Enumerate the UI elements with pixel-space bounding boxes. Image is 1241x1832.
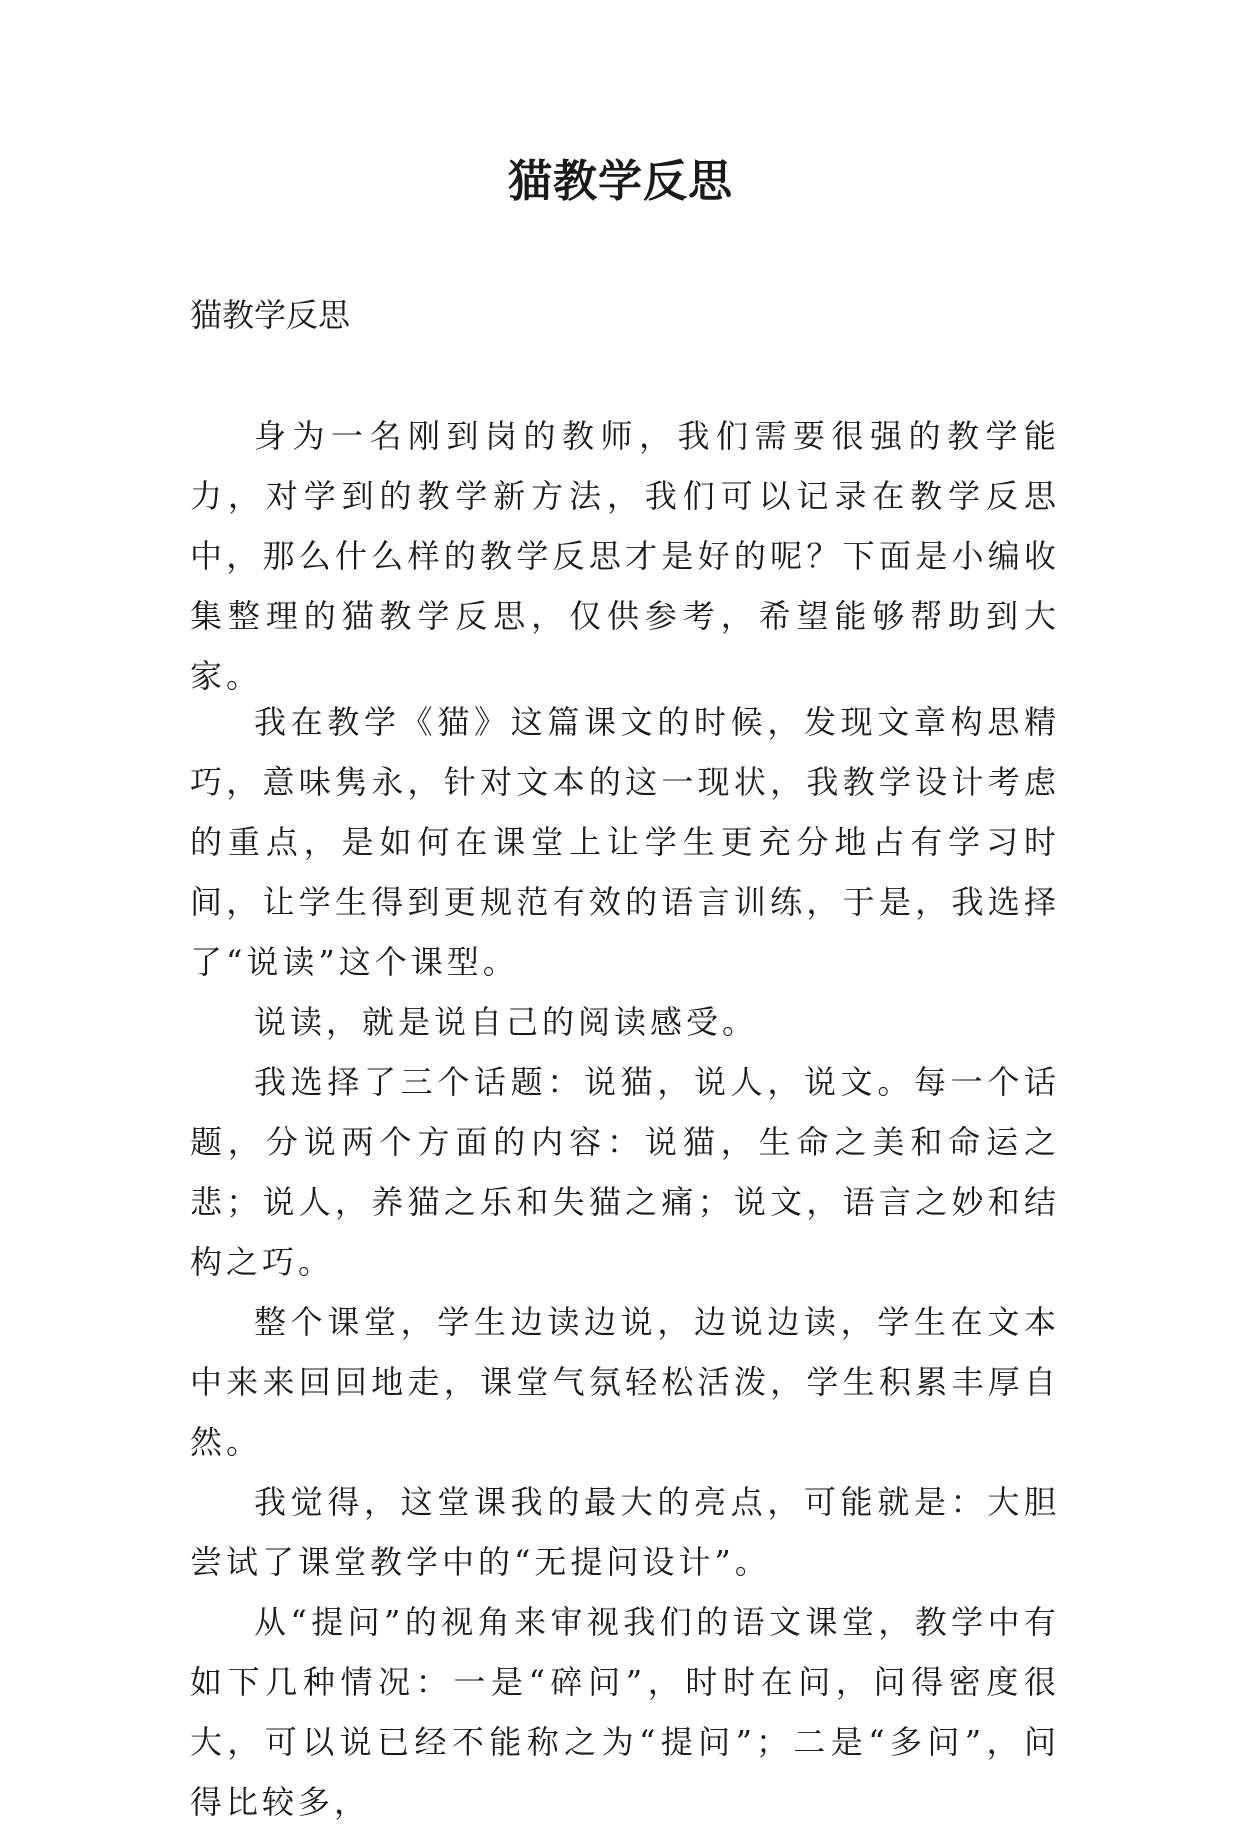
document-title: 猫教学反思: [508, 156, 733, 207]
document-subtitle: 猫教学反思: [190, 296, 351, 334]
intro-paragraph: 身为一名刚到岗的教师，我们需要很强的教学能力，对学到的教学新方法，我们可以记录在教学反思中，那么什么样的教学反思才是好的呢？下面是小编收集整理的猫教学反思，仅供参考，希望能够帮助到大家。: [190, 417, 1060, 695]
body-paragraph: 我觉得，这堂课我的最大的亮点，可能就是：大胆尝试了课堂教学中的“无提问设计”。: [190, 1483, 1060, 1581]
intro-section: [190, 406, 1060, 706]
body-paragraph: 我在教学《猫》这篇课文的时候，发现文章构思精巧，意味隽永，针对文本的这一现状，我教学设计考虑的重点，是如何在课堂上让学生更充分地占有学习时间，让学生得到更规范有效的语言训练，于是，我选择了“说读”这个课型。: [190, 703, 1060, 981]
body-paragraph: 从“提问”的视角来审视我们的语文课堂，教学中有如下几种情况：一是“碎问”，时时在问，问得密度很大，可以说已经不能称之为“提问”；二是“多问”，问得比较多，: [190, 1603, 1060, 1821]
body-paragraph: 整个课堂，学生边读边说，边说边读，学生在文本中来来回回地走，课堂气氛轻松活泼，学生积累丰厚自然。: [190, 1303, 1060, 1461]
body-paragraph: 说读，就是说自己的阅读感受。: [254, 1003, 759, 1041]
main-section: [190, 692, 1060, 1832]
body-paragraph: 我选择了三个话题：说猫，说人，说文。每一个话题，分说两个方面的内容：说猫，生命之美和命运之悲；说人，养猫之乐和失猫之痛；说文，语言之妙和结构之巧。: [190, 1063, 1060, 1281]
